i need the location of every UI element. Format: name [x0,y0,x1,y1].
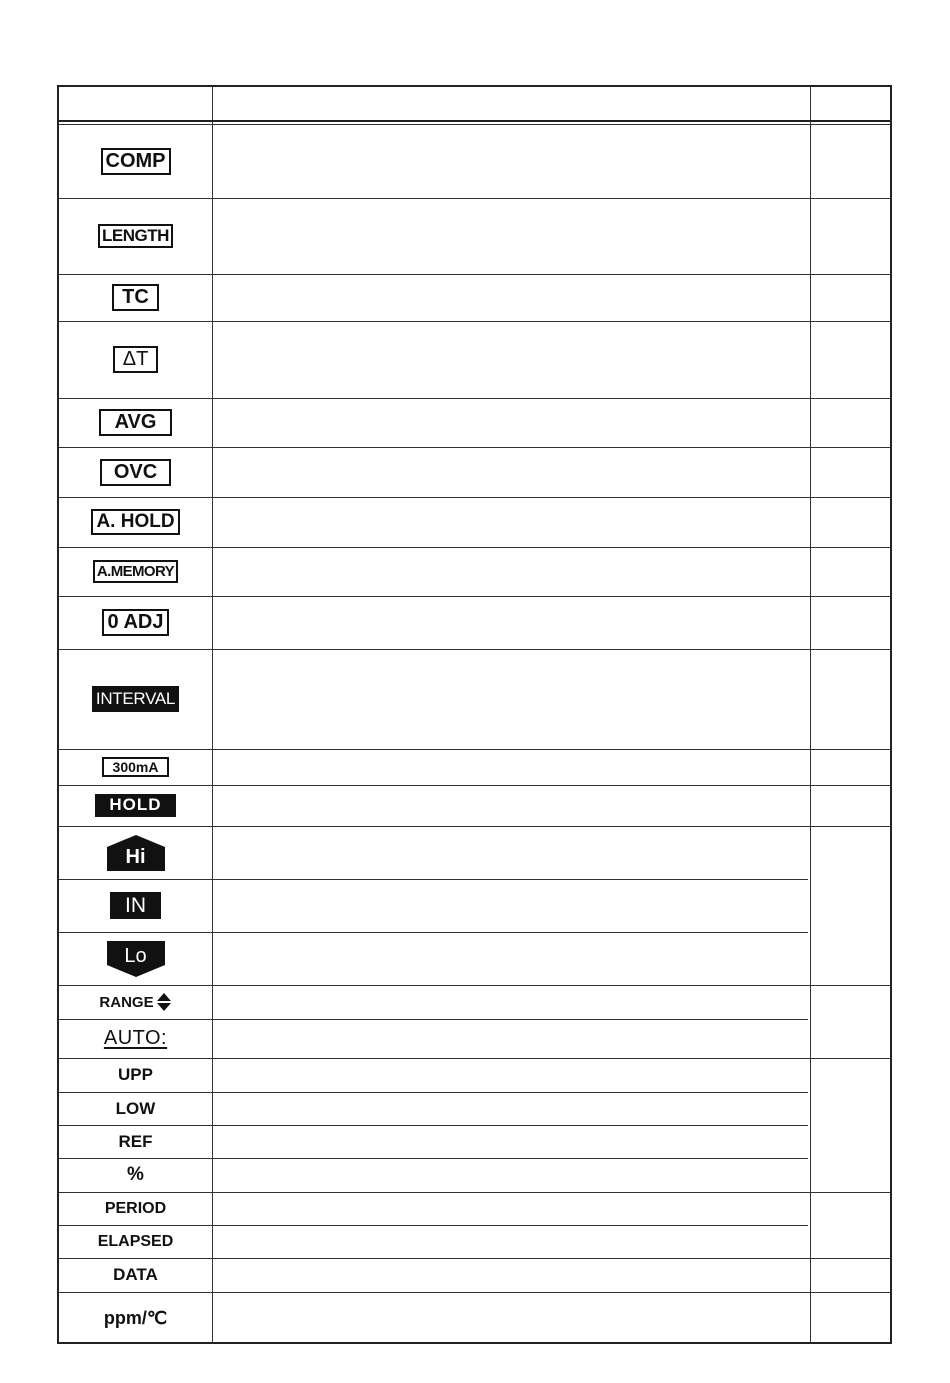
header-ref [809,87,890,120]
hold-symbol: HOLD [95,794,175,816]
a-hold-symbol: A. HOLD [91,509,179,535]
table-row-data [59,1258,212,1292]
hi-symbol [107,835,165,871]
lo-symbol [107,941,165,977]
ppm-per-degc-symbol: ppm/℃ [103,1307,168,1328]
upp-symbol: UPP [118,1065,153,1084]
a-memory-symbol: A.MEMORY [93,560,178,583]
low-symbol: LOW [115,1098,156,1118]
table-row-period [59,1192,212,1225]
table-row-ref [59,1125,212,1158]
table-row-tc [59,274,212,321]
table-row-length [59,198,212,274]
lo-label: Lo [124,944,147,967]
table-row-300ma [59,749,212,785]
ovc-symbol: OVC [100,459,171,486]
comp-symbol: COMP [101,148,171,175]
header-symbol [59,87,212,120]
zero-adj-symbol: 0 ADJ [102,609,170,636]
header-description [213,87,808,120]
table-row-low [59,1092,212,1125]
interval-symbol: INTERVAL [92,686,179,712]
data-symbol: DATA [113,1265,158,1284]
column-divider [212,87,213,1342]
table-row-auto [59,1019,212,1058]
table-row-range [59,985,212,1019]
auto-symbol: AUTO: [103,1027,168,1049]
table-row-percent [59,1158,212,1192]
table-row-0-adj [59,596,212,649]
table-row-delta-t [59,321,212,398]
table-row-ovc [59,447,212,497]
symbol-table [57,85,892,1344]
table-row-avg [59,398,212,447]
table-row-a-memory [59,547,212,596]
header-divider [59,120,890,122]
avg-symbol: AVG [99,409,173,436]
table-row-in [59,879,212,932]
table-row-hold [59,785,212,826]
tc-symbol: TC [112,284,159,311]
elapsed-symbol: ELAPSED [97,1232,174,1250]
range-symbol: RANGE [99,993,154,1011]
table-row-elapsed [59,1225,212,1258]
updown-triangle-icon [156,992,172,1012]
delta-t-symbol: ΔT [113,346,159,373]
300ma-symbol: 300mA [102,757,170,777]
table-row-lo [59,932,212,985]
table-row-hi [59,826,212,879]
table-row-a-hold [59,497,212,547]
table-row-interval [59,649,212,749]
period-symbol: PERIOD [104,1199,167,1217]
table-row-ppm [59,1292,212,1344]
table-row-upp [59,1058,212,1092]
ref-symbol: REF [118,1131,153,1151]
in-symbol: IN [110,892,161,919]
length-symbol: LENGTH [98,224,173,248]
percent-symbol: % [127,1164,144,1185]
table-row-comp [59,124,212,198]
hi-label: Hi [125,845,146,868]
column-divider [810,87,811,1342]
